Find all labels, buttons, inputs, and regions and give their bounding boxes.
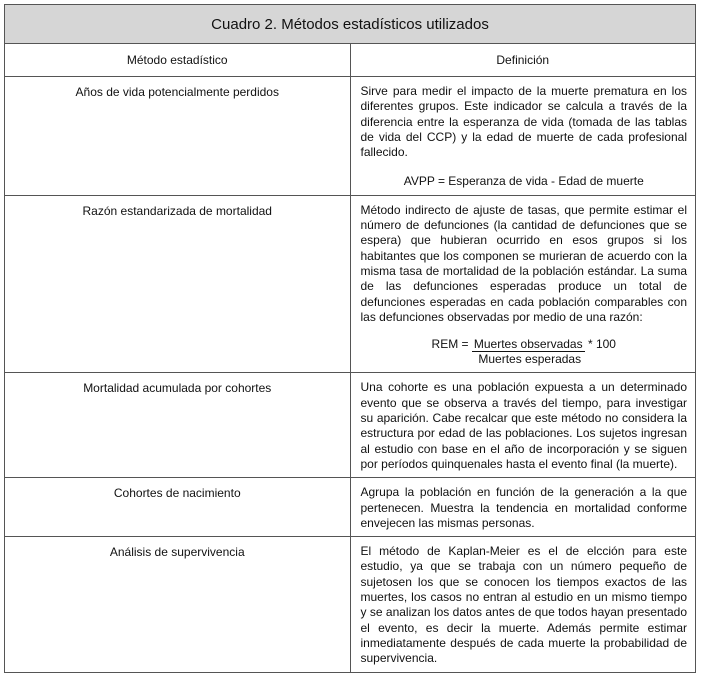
table-row <box>5 195 696 373</box>
rem-prefix: REM = <box>431 337 472 352</box>
method-name: Razón estandarizada de mortalidad <box>5 195 351 373</box>
method-name: Análisis de supervivencia <box>5 537 351 672</box>
table-row <box>5 77 696 196</box>
table-row <box>5 537 696 672</box>
method-definition: Método indirecto de ajuste de tasas, que permite estimar el número de defunciones (la cantidad de defunciones que se espera) que hubieran ocurrido en esos grupos si los habitantes que los componen se murieran de acuerdo con la misma tasa de mortalidad de la población estándar. La suma de las defunciones esperadas produce un total de defunciones esperadas en cada población comparables con las defunciones observadas por medio de una razón: <box>360 202 687 324</box>
method-name: Cohortes de nacimiento <box>5 478 351 537</box>
table-header-row <box>5 44 696 77</box>
rem-suffix: * 100 <box>584 337 616 352</box>
statistical-methods-table <box>4 4 696 673</box>
method-name: Mortalidad acumulada por cohortes <box>5 373 351 478</box>
table-row <box>5 478 696 537</box>
method-definition-cell <box>350 195 696 373</box>
method-definition-cell <box>350 77 696 196</box>
rem-numerator: Muertes observadas <box>473 337 583 352</box>
avpp-formula: AVPP = Esperanza de vida - Edad de muerte <box>403 174 644 189</box>
method-definition: El método de Kaplan-Meier es el de elcción para este estudio, ya que se trabaja con un número pequeño de sujetosen los que se conocen los tiempos exactos de las muertes, los casos no entran al estudio en un mismo tiempo y se analizan los datos antes de que todos hayan presentado el evento, es decir la muerte. Además permite estimar inmediatamente después de cada muerte la probabilidad de supervivencia. <box>350 537 696 672</box>
rem-formula <box>361 325 688 367</box>
method-definition: Agrupa la población en función de la generación a la que pertenecen. Muestra la tendencia en mortalidad conforme envejecen las mismas personas. <box>350 478 696 537</box>
method-definition: Una cohorte es una población expuesta a un determinado evento que se observa a través del tiempo, para investigar su aparición. Cabe recalcar que este método no considera la estructura por edad de las poblaciones. Los sujetos ingresan al estudio con base en el año de incorporación y se siguen por períodos quinquenales hasta el evento final (la muerte). <box>350 373 696 478</box>
table-title-row <box>5 5 696 44</box>
method-definition: Sirve para medir el impacto de la muerte prematura en los diferentes grupos. Este indicador se calcula a través de la diferencia entre la esperanza de vida (tomada de las tablas de vida del CCP) y la edad de muerte de cada profesional fallecido. <box>360 84 687 160</box>
header-definition: Definición <box>350 44 696 77</box>
rem-fraction <box>432 337 616 367</box>
statistical-methods-table-wrapper <box>4 4 696 673</box>
method-name: Años de vida potencialmente perdidos <box>5 77 351 196</box>
header-method: Método estadístico <box>5 44 351 77</box>
rem-denominator: Muertes esperadas <box>478 352 582 367</box>
table-row <box>5 373 696 478</box>
table-title: Cuadro 2. Métodos estadísticos utilizados <box>5 5 696 44</box>
